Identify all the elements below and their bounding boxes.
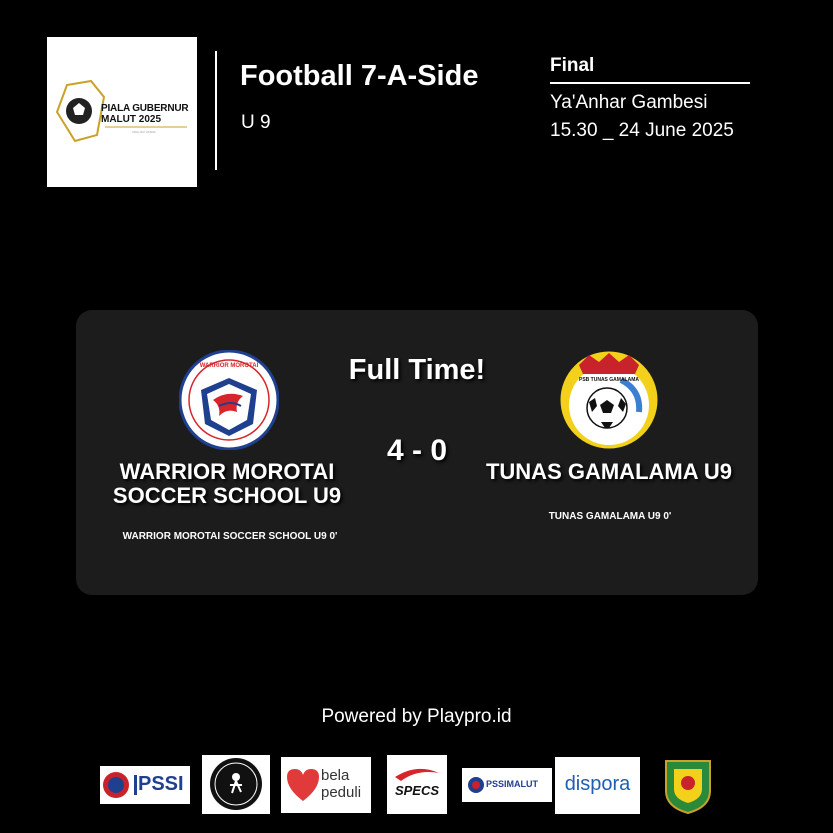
- event-category: U 9: [241, 112, 271, 133]
- away-team-crest: [559, 350, 659, 450]
- home-team-name: WARRIOR MOROTAI SOCCER SCHOOL U9: [112, 459, 342, 508]
- sponsor-logo-dispora: [555, 757, 640, 814]
- powered-by: Powered by Playpro.id: [321, 706, 512, 727]
- event-logo: [47, 37, 197, 187]
- malut-emblem-icon: [662, 755, 714, 815]
- sponsor-logo-bela-peduli: [281, 757, 371, 813]
- match-status: Full Time!: [348, 354, 486, 386]
- match-datetime: 15.30 _ 24 June 2025: [550, 120, 734, 141]
- match-card: [76, 310, 758, 595]
- academy-badge-icon: [202, 755, 270, 814]
- sponsor-logo-academy: [202, 755, 270, 814]
- event-logo-text-line1: PIALA GUBERNUR: [101, 103, 189, 114]
- sponsor-bela-peduli-label: bela peduli: [321, 767, 362, 801]
- home-goal-scorers: WARRIOR MOROTAI SOCCER SCHOOL U9 0': [122, 531, 338, 542]
- sponsor-pssi-label: PSSI: [138, 773, 184, 795]
- sponsor-dispora-label: dispora: [564, 773, 631, 795]
- match-stage: Final: [550, 55, 595, 76]
- match-venue: Ya'Anhar Gambesi: [550, 92, 708, 113]
- soccer-ball-crest-icon: [559, 350, 659, 450]
- stage-underline: [550, 82, 750, 84]
- sponsor-specs-label: SPECS: [394, 783, 440, 798]
- header-divider: [215, 51, 217, 170]
- match-score: 4 - 0: [386, 434, 448, 467]
- away-crest-text: PSB TUNAS GAMALAMA: [579, 377, 639, 383]
- away-team-name: TUNAS GAMALAMA U9: [485, 459, 733, 484]
- sponsor-logo-pssi: [100, 766, 190, 804]
- away-goal-scorers: TUNAS GAMALAMA U9 0': [548, 511, 672, 522]
- home-crest-text: WARRIOR MOROTAI: [199, 363, 259, 369]
- sponsor-pssimalut-label: PSSIMALUT: [486, 779, 539, 789]
- sponsor-logo-malut: [662, 755, 714, 815]
- svg-text:MALUKU UTARA: MALUKU UTARA: [132, 130, 156, 134]
- event-title: Football 7-A-Side: [240, 60, 479, 92]
- sponsor-logo-specs: [387, 755, 447, 814]
- event-logo-text-line2: MALUT 2025: [101, 114, 162, 125]
- sponsor-logo-pssimalut: [462, 768, 552, 802]
